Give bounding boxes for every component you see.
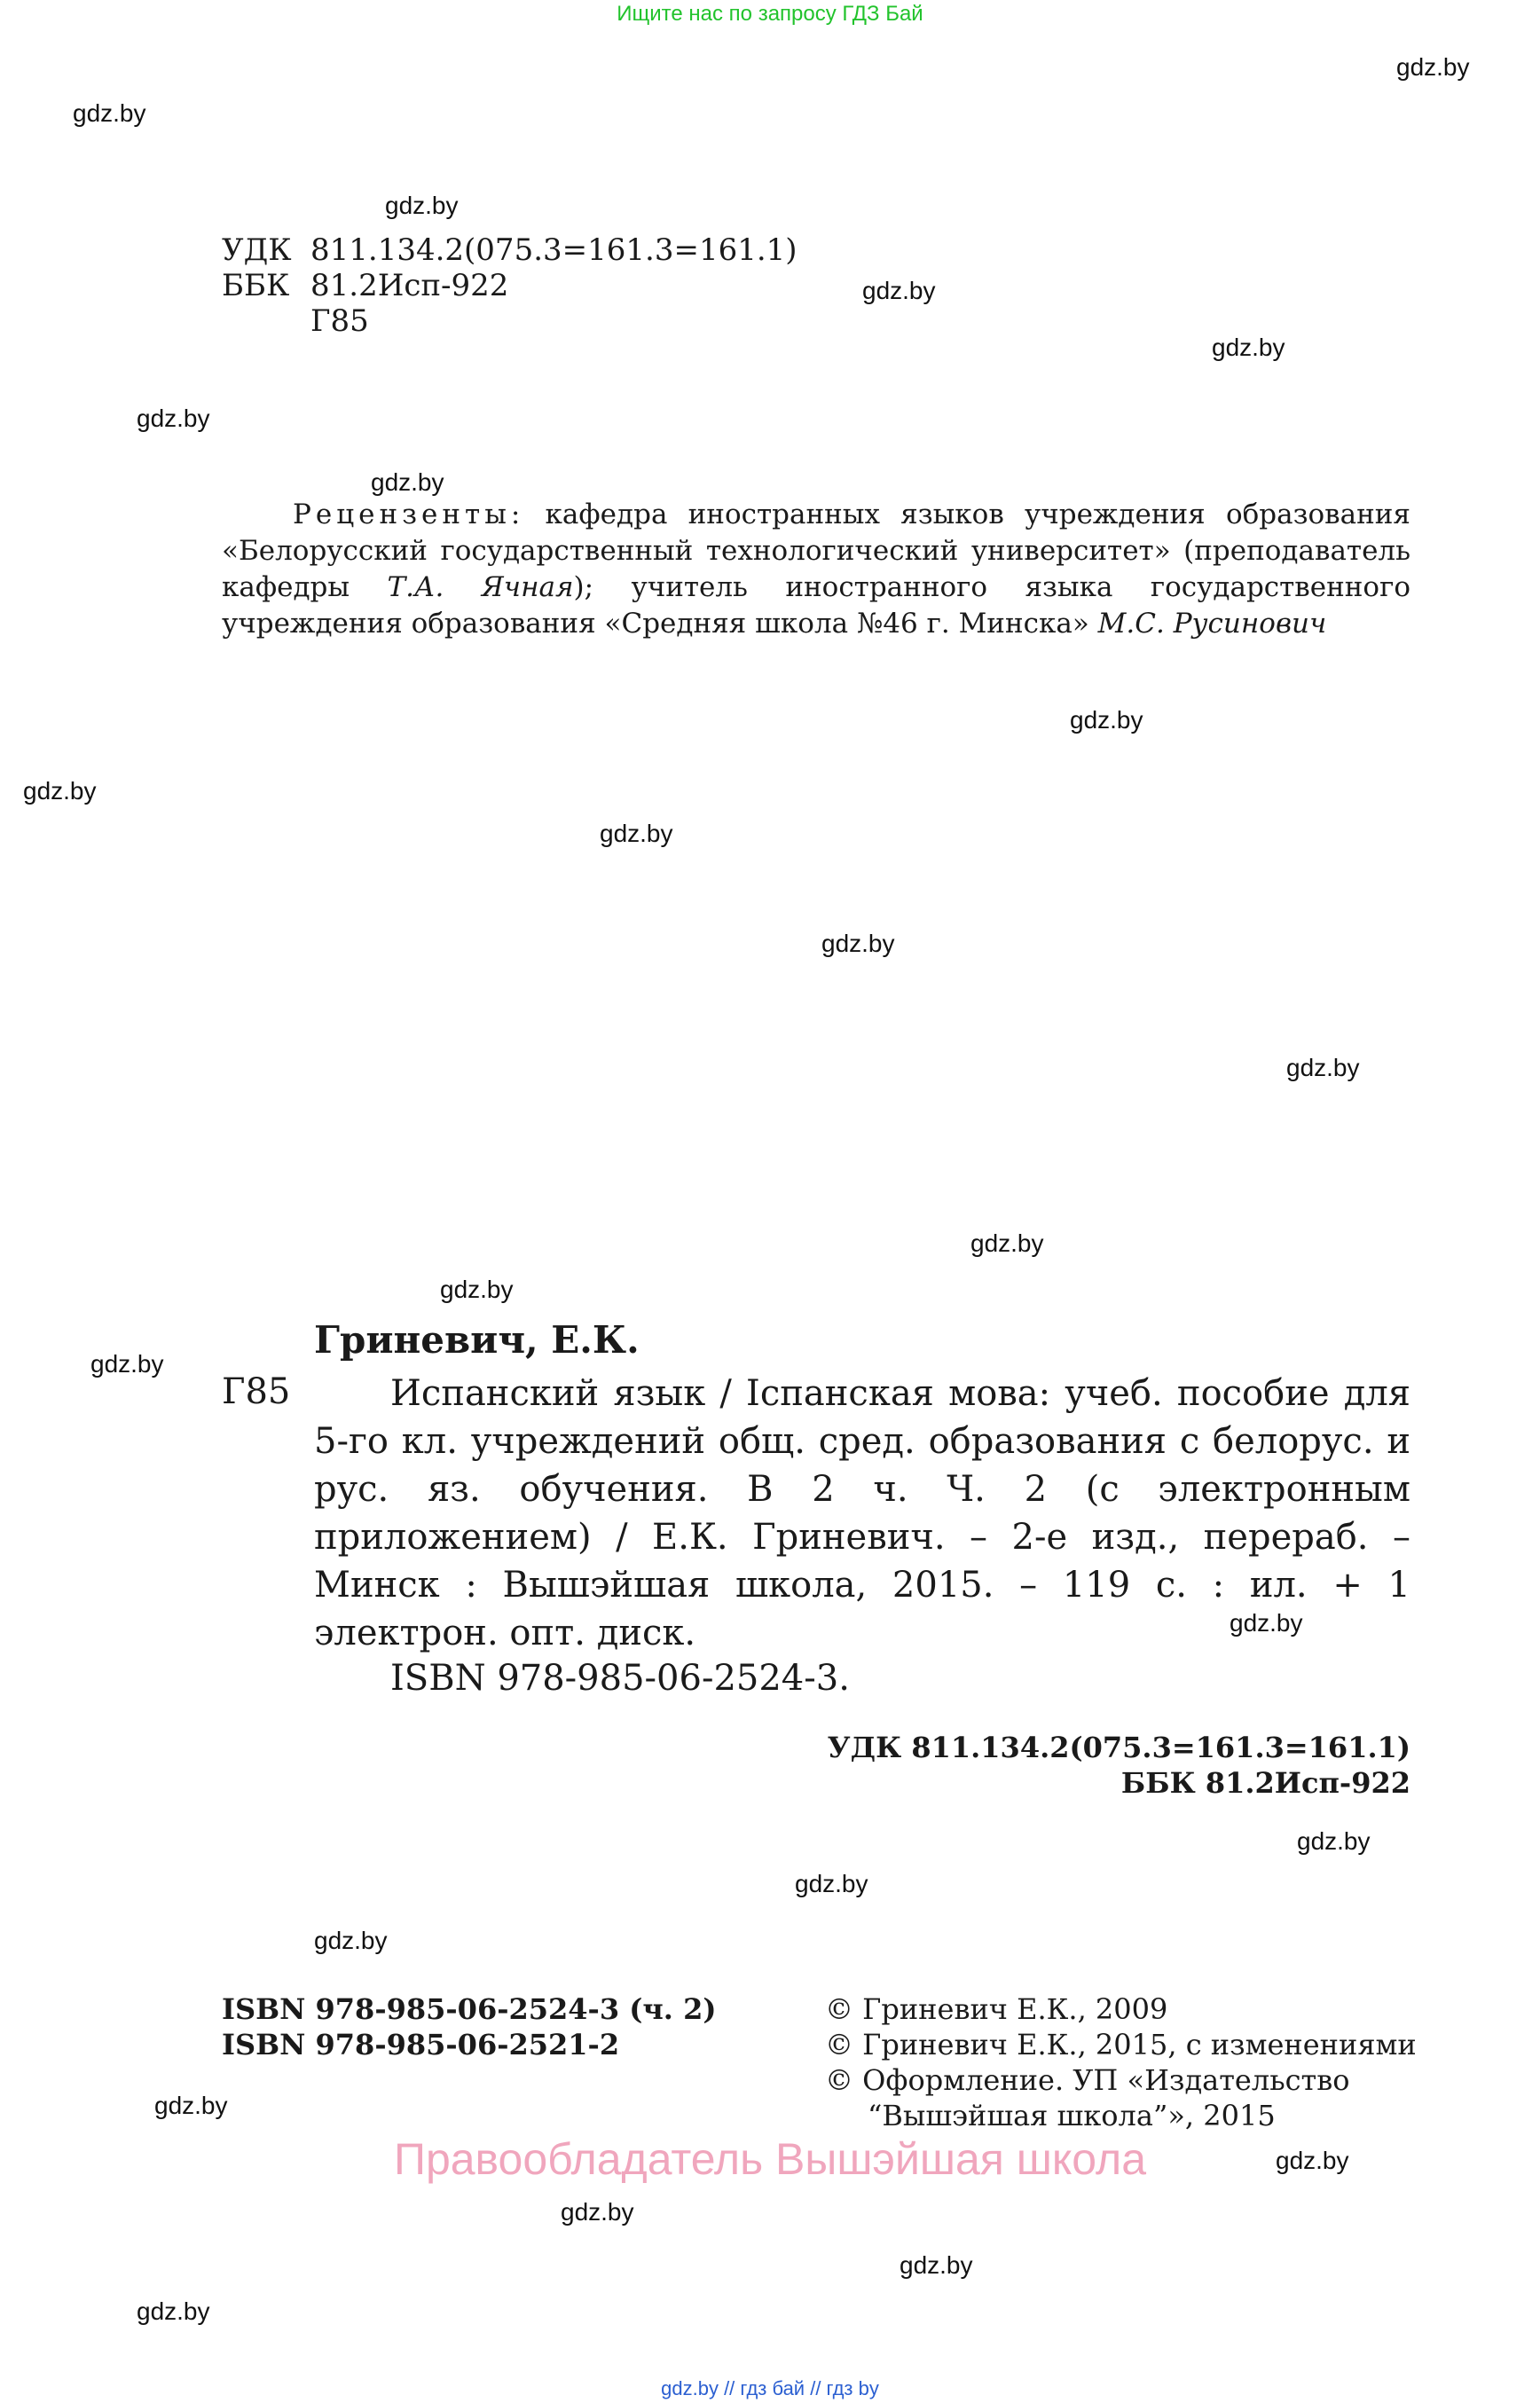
isbn-item: ISBN 978-985-06-2521-2 xyxy=(222,2028,620,2061)
author-code: Г85 xyxy=(310,303,369,339)
watermark-text: gdz.by xyxy=(440,1276,514,1303)
reviewer-name: Т.А. Ячная xyxy=(387,571,574,603)
watermark-text: gdz.by xyxy=(1070,706,1143,734)
watermark-text: gdz.by xyxy=(600,820,673,847)
bibliography-code: Г85 xyxy=(222,1371,291,1412)
watermark-text: gdz.by xyxy=(73,99,146,127)
isbn-main: ISBN 978-985-06-2524-3. xyxy=(390,1658,850,1699)
watermark-text: gdz.by xyxy=(1286,1054,1360,1081)
top-banner[interactable]: Ищите нас по запросу ГДЗ Бай xyxy=(617,2,923,26)
reviewers-paragraph: Рецензенты: кафедра иностранных языков учреждения образования «Белорусский государственный технологический университет» (преподаватель кафедры Т.А. Ячная); учитель иностранного языка государственного учреждения образования «Средняя школа №46 г. Минска» М.С. Русинович xyxy=(222,499,1410,640)
bbk-label: ББК xyxy=(222,268,290,303)
copyright-line: © Гриневич Е.К., 2009 xyxy=(825,1992,1168,2026)
watermark-text: gdz.by xyxy=(1276,2147,1349,2174)
watermark-text: gdz.by xyxy=(561,2198,634,2226)
isbn-list xyxy=(222,1991,716,2062)
watermark-text: gdz.by xyxy=(795,1870,868,1897)
udk-block xyxy=(222,232,798,339)
copyright-line: © Оформление. УП «Издательство xyxy=(825,2063,1350,2097)
bbk-value: 81.2Исп-922 xyxy=(310,268,509,303)
rights-holder: Правообладатель Вышэйшая школа xyxy=(394,2134,1146,2184)
copyright-line: © Гриневич Е.К., 2015, с изменениями xyxy=(825,2028,1417,2061)
copyright-block xyxy=(825,1991,1417,2133)
watermark-text: gdz.by xyxy=(900,2251,973,2279)
watermark-text: gdz.by xyxy=(1297,1827,1371,1855)
reviewers-label: Рецензенты: xyxy=(293,499,525,530)
isbn-item: ISBN 978-985-06-2524-3 (ч. 2) xyxy=(222,1992,717,2026)
watermark-text: gdz.by xyxy=(1396,53,1470,81)
watermark-text: gdz.by xyxy=(821,930,895,957)
author-name: Гриневич, Е.К. xyxy=(314,1318,640,1362)
watermark-text: gdz.by xyxy=(23,777,97,805)
watermark-text: gdz.by xyxy=(371,468,444,496)
bibliography-description: Испанский язык / Іспанская мова: учеб. пособие для 5-го кл. учреждений общ. сред. образования с белорус. и рус. яз. обучения. В 2 ч. Ч. 2 (с электронным приложением) / Е.К. Гриневич. – 2-е изд., перераб. – Минск : Вышэйшая школа, 2015. – 119 с. : ил. + 1 электрон. опт. диск. xyxy=(314,1373,1410,1653)
reviewer-name: М.С. Русинович xyxy=(1097,608,1327,640)
footer-links[interactable]: gdz.by // гдз бай // гдз by xyxy=(661,2377,879,2399)
watermark-text: gdz.by xyxy=(385,192,459,219)
udk-right xyxy=(828,1730,1410,1801)
watermark-text: gdz.by xyxy=(862,277,936,304)
watermark-text: gdz.by xyxy=(137,404,210,432)
watermark-text: gdz.by xyxy=(137,2297,210,2325)
udk-right-udk: УДК 811.134.2(075.3=161.3=161.1) xyxy=(827,1731,1410,1764)
udk-label: УДК xyxy=(222,232,292,268)
watermark-text: gdz.by xyxy=(90,1350,164,1378)
watermark-text: gdz.by xyxy=(1212,334,1285,361)
copyright-line: “Вышэйшая школа”», 2015 xyxy=(868,2099,1276,2132)
udk-right-bbk: ББК 81.2Исп-922 xyxy=(1120,1766,1410,1800)
watermark-text: gdz.by xyxy=(970,1229,1044,1257)
udk-value: 811.134.2(075.3=161.3=161.1) xyxy=(310,232,798,268)
watermark-text: gdz.by xyxy=(1230,1609,1303,1637)
watermark-text: gdz.by xyxy=(154,2092,228,2119)
watermark-text: gdz.by xyxy=(314,1927,388,1954)
